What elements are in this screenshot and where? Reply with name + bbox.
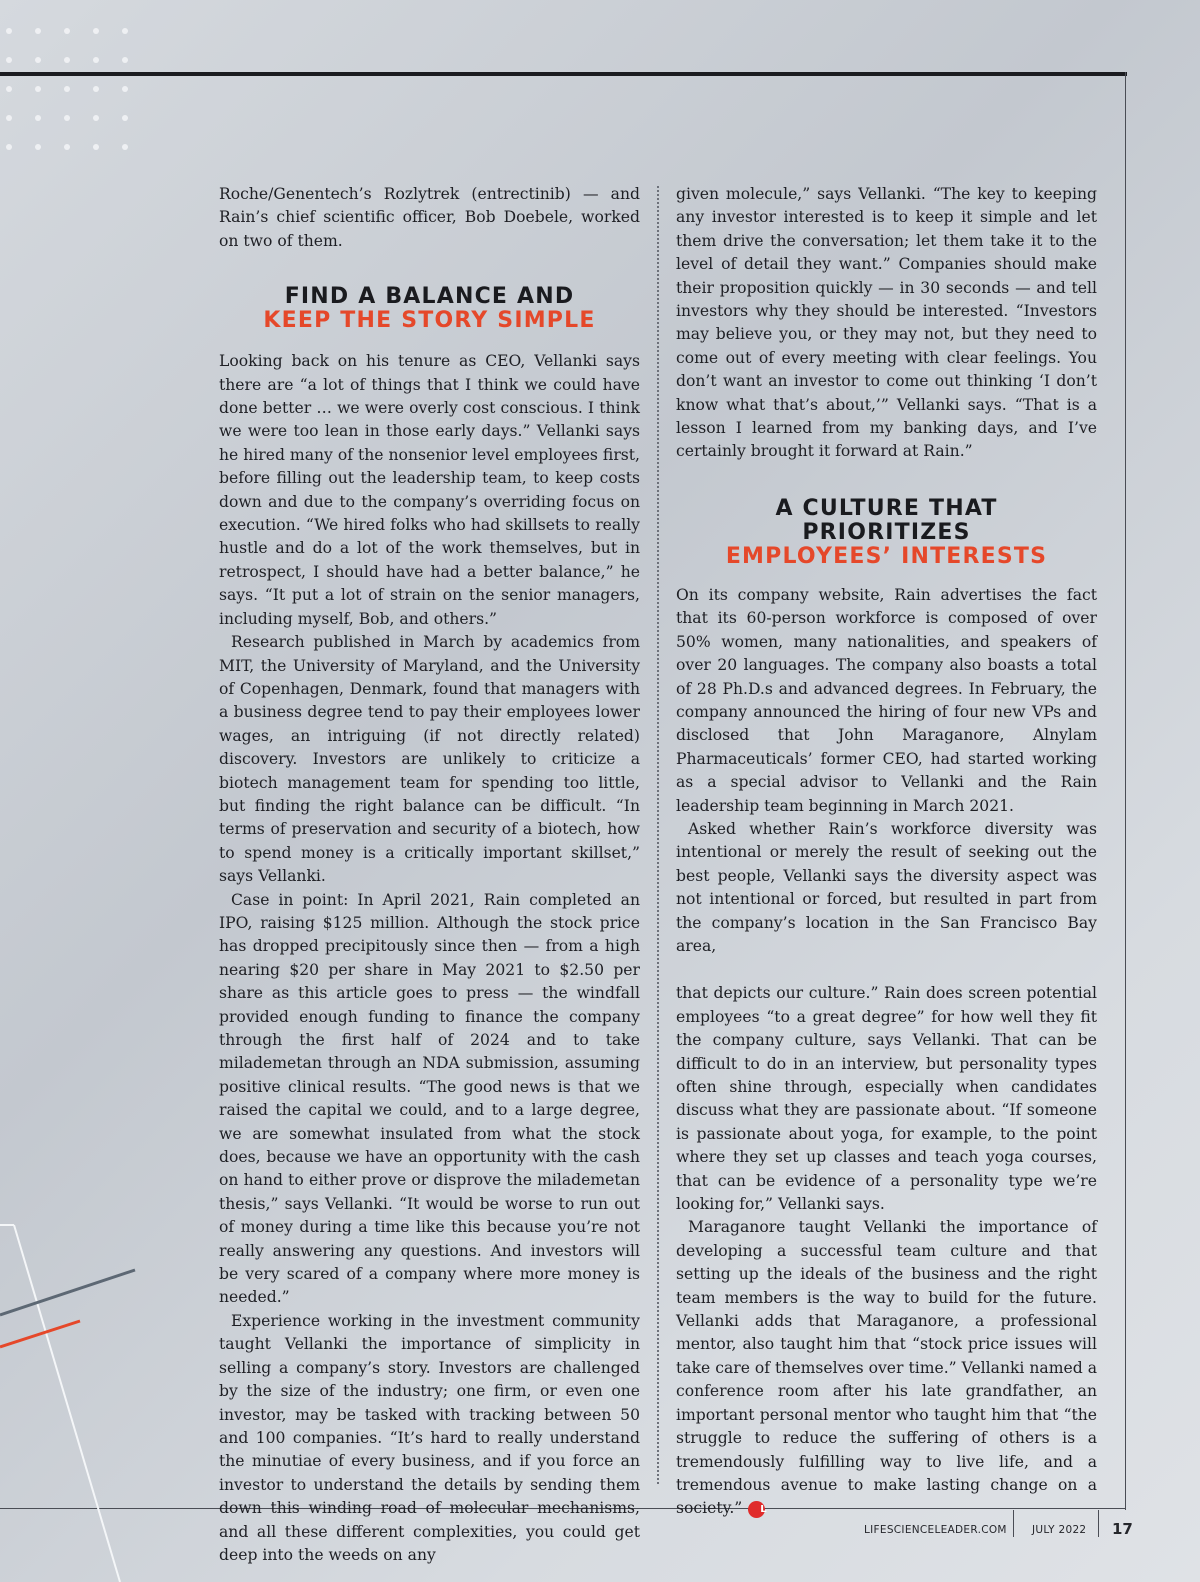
- decorative-dot-grid: [6, 28, 136, 158]
- right-column: [676, 183, 1097, 1521]
- decorative-dot: [93, 86, 99, 92]
- paragraph: Asked whether Rain’s workforce diversity was intentional or merely the result of seeking out the best people, Vellanki says the diversity aspect was not intentional or forced, but resulted in part from the company’s location in the San Francisco Bay area,: [676, 819, 1097, 955]
- footer-site: LIFESCIENCELEADER.COM: [864, 1524, 1007, 1536]
- page-number: 17: [1112, 1520, 1133, 1538]
- heading-line: PRIORITIZES: [802, 519, 971, 545]
- decorative-dot: [6, 86, 12, 92]
- footer-separator: [1098, 1510, 1099, 1537]
- decorative-dot: [6, 57, 12, 63]
- paragraph: Experience working in the investment community taught Vellanki the importance of simplicity in selling a company’s story. Investors are challenged by the size of the industry; one firm, or even one investor, may be tasked with tracking between 50 and 100 companies. “It’s hard to really understand the minutiae of every business, and if you force an investor to understand the details by sending them down this winding road of molecular mechanisms, and all these different complexities, you could get deep into the weeds on any: [219, 1311, 640, 1564]
- decorative-dot: [122, 115, 128, 121]
- decorative-dot: [64, 57, 70, 63]
- decorative-dot: [122, 28, 128, 34]
- right-frame-line: [1125, 72, 1126, 1510]
- paragraph: Research published in March by academics from MIT, the University of Maryland, and the University of Copenhagen, Denmark, found that managers with a business degree tend to pay their employees lower wages, an intriguing (if not directly related) discovery. Investors are unlikely to criticize a biotech management team for spending too little, but finding the right balance can be difficult. “In terms of preservation and security of a biotech, how to spend money is a critically important skillset,” says Vellanki.: [219, 633, 640, 886]
- decorative-dot: [35, 86, 41, 92]
- paragraph-text: that depicts our culture.” Rain does screen potential employees “to a great degree” for how well they fit the company culture, says Vellanki. That can be difficult to do in an interview, but personality types often shine through, especially when candidates discuss what they are passionate about. “If someone is passionate about yoga, for example, to the point where they set up classes and teach yoga courses, that can be evidence of a personality type we’re looking for,” Vellanki says.: [676, 984, 1097, 1214]
- paragraph: Roche/Genentech’s Rozlytrek (entrectinib) — and Rain’s chief scientific officer, Bob Doebele, worked on two of them.: [219, 185, 640, 250]
- decorative-dot: [93, 28, 99, 34]
- decorative-dot: [64, 28, 70, 34]
- paragraph: given molecule,” says Vellanki. “The key to keeping any investor interested is to keep it simple and let them drive the conversation; let them take it to the level of detail they want.” Companies should make their proposition quickly — in 30 seconds — and tell investors why they should be interested. “Investors may believe you, or they may not, but they need to come out of every meeting with clear feelings. You don’t want an investor to come out thinking ‘I don’t know what that’s about,’” Vellanki says. “That is a lesson I learned from my banking days, and I’ve certainly brought it forward at Rain.”: [676, 185, 1097, 461]
- paragraph: On its company website, Rain advertises the fact that its 60-person workforce is composed of over 50% women, many nationalities, and speakers of over 20 languages. The company also boasts a total of 28 Ph.D.s and advanced degrees. In February, the company announced the hiring of four new VPs and disclosed that John Maraganore, Alnylam Pharmaceuticals’ former CEO, had started working as a special advisor to Vellanki and the Rain leadership team beginning in March 2021.: [676, 585, 1097, 815]
- paragraph-final: [676, 1216, 1097, 1520]
- decorative-dot: [35, 28, 41, 34]
- decorative-dot: [35, 57, 41, 63]
- heading-line: A CULTURE THAT: [775, 495, 998, 521]
- decorative-dot: [93, 144, 99, 150]
- decorative-dot: [122, 57, 128, 63]
- heading-line-accent: EMPLOYEES’ INTERESTS: [725, 543, 1048, 569]
- left-column: [219, 183, 640, 1567]
- decorative-dot: [35, 144, 41, 150]
- decorative-lines: [0, 1200, 140, 1582]
- decorative-dot: [122, 86, 128, 92]
- decorative-dot: [93, 115, 99, 121]
- decorative-dot: [93, 57, 99, 63]
- end-mark-icon: L: [748, 1501, 765, 1518]
- top-rule: [0, 72, 1127, 76]
- paragraph-text: Maraganore taught Vellanki the importance of developing a successful team culture and that setting up the ideals of the business and the right team members is the way to build for the future. Vellanki adds that Maraganore, a professional mentor, also taught him that “stock price issues will take care of themselves over time.” Vellanki named a conference room after his late grandfather, an important personal mentor who taught him that “the struggle to reduce the suffering of others is a tremendously fulfilling way to live life, and a tremendous avenue to make lasting change on a society.”: [676, 1218, 1097, 1518]
- paragraph: Looking back on his tenure as CEO, Vellanki says there are “a lot of things that I think we could have done better … we were overly cost conscious. I think we were too lean in those early days.” Vellanki says he hired many of the nonsenior level employees first, before filling out the leadership team, to keep costs down and due to the company’s overriding focus on execution. “We hired folks who had skillsets to really hustle and do a lot of the work themselves, but in retrospect, I should have had a better balance,” he says. “It put a lot of strain on the senior managers, including myself, Bob, and others.”: [219, 352, 640, 628]
- decorative-dot: [64, 144, 70, 150]
- heading-line: FIND A BALANCE AND: [284, 284, 575, 310]
- decorative-dot: [6, 115, 12, 121]
- decorative-dot: [64, 115, 70, 121]
- section-heading-culture: [676, 497, 1097, 569]
- decorative-dot: [6, 144, 12, 150]
- decorative-dot: [6, 28, 12, 34]
- column-divider: [657, 186, 659, 1484]
- footer-separator: [1013, 1510, 1014, 1537]
- footer-date: JULY 2022: [1032, 1524, 1087, 1536]
- section-heading-balance: [219, 285, 640, 333]
- decorative-dot: [122, 144, 128, 150]
- heading-line-accent: KEEP THE STORY SIMPLE: [263, 308, 596, 334]
- paragraph: Case in point: In April 2021, Rain completed an IPO, raising $125 million. Although the stock price has dropped precipitously since then — from a high nearing $20 per share in May 2021 to $2.50 per share as this article goes to press — the windfall provided enough funding to finance the company through the first half of 2024 and to take milademetan through an NDA submission, assuming positive clinical results. “The good news is that we raised the capital we could, and to a large degree, we are somewhat insulated from what the stock does, because we have an opportunity with the cash on hand to either prove or disprove the milademetan thesis,” says Vellanki. “It would be worse to run out of money during a time like this because you’re not really answering any questions. And investors will be very scared of a company where more money is needed.”: [219, 890, 640, 1307]
- paragraph: [676, 982, 1097, 1216]
- pull-quote-gap: [676, 958, 1097, 982]
- decorative-dot: [64, 86, 70, 92]
- decorative-dot: [35, 115, 41, 121]
